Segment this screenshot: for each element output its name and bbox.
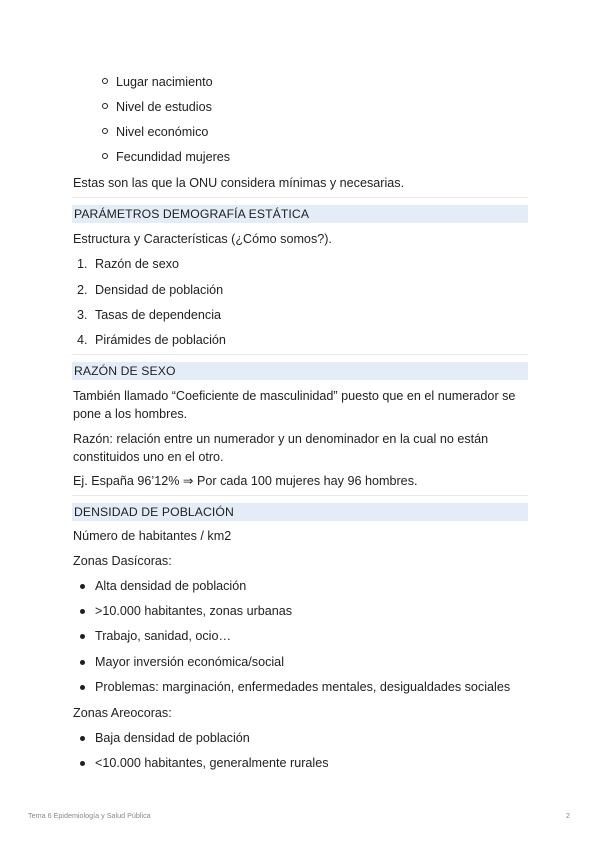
list-bullet [102,103,108,109]
example-paragraph: Ej. España 96’12% ⇒ Por cada 100 mujeres hay 96 hombres. [73,474,418,488]
list-item: Lugar nacimiento [116,75,213,89]
section-intro: Estructura y Características (¿Cómo somos?). [73,232,332,246]
list-item: >10.000 habitantes, zonas urbanas [95,604,293,618]
list-bullet [80,736,85,741]
footer-title: Tema 6 Epidemiología y Salud Pública [28,811,151,820]
paragraph-line: También llamado “Coeficiente de masculinidad” puesto que en el numerador se [73,389,516,403]
subheading: Zonas Dasícoras: [73,554,172,568]
list-bullet [80,609,85,614]
list-number: 2. [77,283,88,297]
list-bullet [80,584,85,589]
paragraph-line: pone a los hombres. [73,407,188,421]
section-divider [72,495,528,496]
subheading: Zonas Areocoras: [73,706,172,720]
list-item: Mayor inversión económica/social [95,655,284,669]
list-bullet [80,660,85,665]
list-bullet [80,685,85,690]
section-divider [72,354,528,355]
list-bullet [102,128,108,134]
paragraph-line: constituidos uno en el otro. [73,450,224,464]
list-item: Nivel de estudios [116,100,212,114]
list-item: Baja densidad de población [95,731,250,745]
list-item: Nivel económico [116,125,209,139]
list-item: Alta densidad de población [95,579,247,593]
list-bullet [80,761,85,766]
section-title: PARÁMETROS DEMOGRAFÍA ESTÁTICA [74,207,310,221]
list-item: <10.000 habitantes, generalmente rurales [95,756,329,770]
list-item: Razón de sexo [95,257,180,271]
list-bullet [102,78,108,84]
section-divider [72,197,528,198]
list-number: 3. [77,308,88,322]
list-item: Problemas: marginación, enfermedades mentales, desigualdades sociales [95,680,511,694]
list-bullet [80,634,85,639]
list-number: 4. [77,333,88,347]
list-item: Trabajo, sanidad, ocio… [95,629,232,643]
page-number: 2 [566,811,570,820]
list-item: Pirámides de población [95,333,226,347]
section-title: RAZÓN DE SEXO [74,364,176,378]
list-number: 1. [77,257,88,271]
section-title: DENSIDAD DE POBLACIÓN [74,505,234,519]
list-item: Tasas de dependencia [95,308,222,322]
paragraph: Número de habitantes / km2 [73,529,232,543]
list-bullet [102,153,108,159]
list-item: Fecundidad mujeres [116,150,231,164]
paragraph-line: Razón: relación entre un numerador y un denominador en la cual no están [73,432,489,446]
list-item: Densidad de población [95,283,224,297]
onu-paragraph: Estas son las que la ONU considera mínimas y necesarias. [73,176,405,190]
